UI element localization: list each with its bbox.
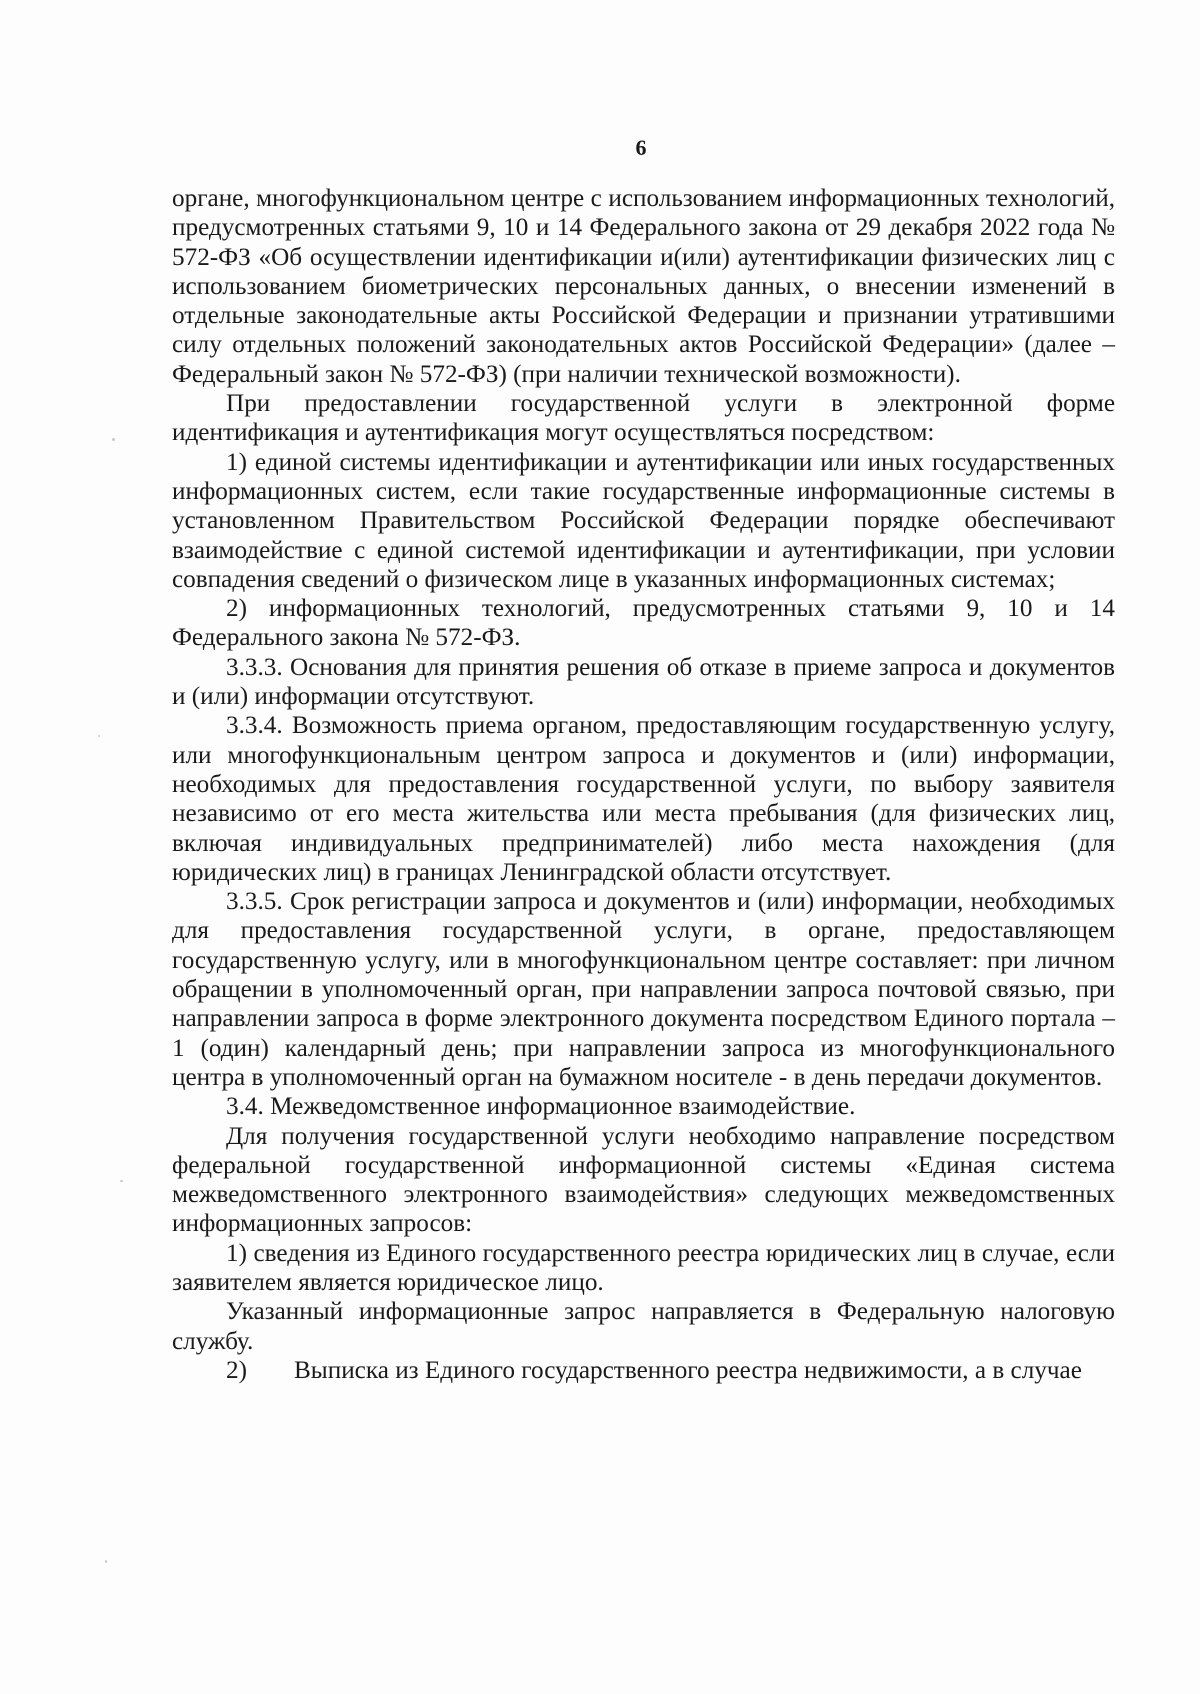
scan-speck [112,438,115,441]
paragraph-intro-continuation: органе, многофункциональном центре с использованием информационных технологий, предусмотренных статьями 9, 10 и 14 Федерального закона от 29 декабря 2022 года № 572-ФЗ «Об осуществлении идентификации и(или) аутентификации физических лиц с использованием биометрических персональных данных, о внесении изменений в отдельные законодательные акты Российской Федерации и признании утратившими силу отдельных положений законодательных актов Российской Федерации» (далее – Федеральный закон № 572-ФЗ) (при наличии технической возможности). [172,185,1115,388]
paragraph-interagency-requests: Для получения государственной услуги необходимо направление посредством федеральной государственной информационной системы «Единая система межведомственного электронного взаимодействия» следующих межведомственных информационных запросов: [172,1122,1115,1238]
document-body [172,184,1115,1385]
paragraph-3-3-5: 3.3.5. Срок регистрации запроса и документов и (или) информации, необходимых для предоставления государственной услуги, в органе, предоставляющем государственную услугу, или в многофункциональном центре составляет: при личном обращении в уполномоченный орган, при направлении запроса почтовой связью, при направлении запроса в форме электронного документа посредством Единого портала – 1 (один) календарный день; при направлении запроса из многофункционального центра в уполномоченный орган на бумажном носителе - в день передачи документов. [172,888,1115,1091]
scan-speck [120,1180,123,1182]
paragraph-request-1-egrul: 1) сведения из Единого государственного реестра юридических лиц в случае, если заявителем является юридическое лицо. [172,1239,1115,1296]
page-number: 6 [635,135,647,160]
list-item-number: 2) [226,1356,247,1384]
list-item-text: Выписка из Единого государственного реестра недвижимости, а в случае [294,1356,1082,1384]
scan-speck [105,1560,107,1563]
paragraph-identification: При предоставлении государственной услуги в электронной форме идентификация и аутентификация могут осуществляться посредством: [172,390,1115,447]
section-heading-3-4: 3.4. Межведомственное информационное взаимодействие. [226,1093,856,1121]
paragraph-item-2-technologies: 2) информационных технологий, предусмотренных статьями 9, 10 и 14 Федерального закона № 572-ФЗ. [172,595,1115,652]
scan-speck [98,735,100,737]
list-item-2-egrn [172,1356,1115,1385]
paragraph-tax-service: Указанный информационные запрос направляется в Федеральную налоговую службу. [172,1298,1115,1355]
paragraph-item-1-esia: 1) единой системы идентификации и аутентификации или иных государственных информационных систем, если такие государственные информационные системы в установленном Правительством Российской Федерации порядке обеспечивают взаимодействие с единой системой идентификации и аутентификации, при условии совпадения сведений о физическом лице в указанных информационных системах; [172,448,1115,593]
paragraph-3-3-4: 3.3.4. Возможность приема органом, предоставляющим государственную услугу, или многофункциональным центром запроса и документов и (или) информации, необходимых для предоставления государственной услуги, по выбору заявителя независимо от его места жительства или места пребывания (для физических лиц, включая индивидуальных предпринимателей) либо места нахождения (для юридических лиц) в границах Ленинградской области отсутствует. [172,712,1115,886]
paragraph-3-3-3: 3.3.3. Основания для принятия решения об отказе в приеме запроса и документов и (или) информации отсутствуют. [172,653,1115,711]
